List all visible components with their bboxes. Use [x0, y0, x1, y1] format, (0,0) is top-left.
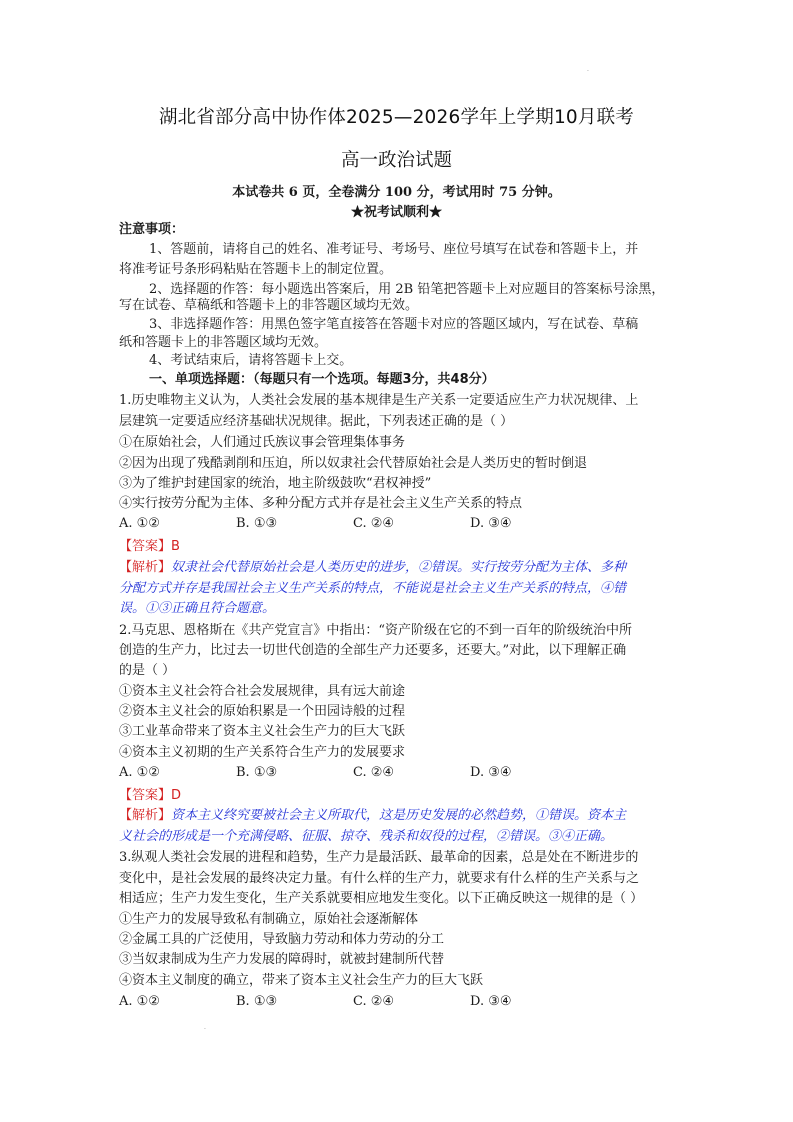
question-stem: 相适应；生产力发生变化，生产关系就要相应地发生变化。以下正确反映这一规律的是（ ） [119, 891, 644, 906]
question-stem: 的是（ ） [119, 663, 176, 678]
analysis-text: 奴隶社会代替原始社会是人类历史的进步，②错误。实行按劳分配为主体、多种 [171, 560, 627, 575]
question-item: ②因为出现了残酷剥削和压迫，所以奴隶社会代替原始社会是人类历史的暂时倒退 [119, 456, 588, 471]
option-c[interactable]: C. ②④ [353, 765, 395, 780]
option-a[interactable]: A. ①② [119, 765, 160, 780]
notice-line: 4、考试结束后，请将答题卡上交。 [149, 353, 353, 368]
analysis-label: 【解析】 [119, 560, 172, 575]
question-stem: 2.马克思、恩格斯在《共产党宣言》中指出：“资产阶级在它的不到一百年的阶级统治中所 [119, 623, 633, 638]
question-item: ②金属工具的广泛使用，导致脑力劳动和体力劳动的分工 [119, 932, 445, 947]
question-item: ①在原始社会，人们通过氏族议事会管理集体事务 [119, 435, 406, 450]
option-d[interactable]: D. ③④ [470, 994, 512, 1009]
notice-line: 2、选择题的作答：每小题选出答案后，用 2B 铅笔把答题卡上对应题目的答案标号涂黑， [149, 282, 665, 297]
answer-value: B [171, 539, 180, 554]
question-item: ②资本主义社会的原始积累是一个田园诗般的过程 [119, 704, 406, 719]
notice-line: 纸和答题卡上的非答题区域均无效。 [119, 335, 328, 350]
question-stem: 变化中，是社会发展的最终决定力量。有什么样的生产力，就要求有什么样的生产关系与之 [119, 871, 640, 886]
notice-heading: 注意事项： [119, 222, 185, 237]
option-a[interactable]: A. ①② [119, 516, 160, 531]
analysis-label: 【解析】 [119, 808, 172, 823]
option-d[interactable]: D. ③④ [470, 765, 512, 780]
answer-line [119, 786, 181, 806]
option-b[interactable]: B. ①③ [236, 994, 278, 1009]
question-item: ③当奴隶制成为生产力发展的障碍时，就被封建制所代替 [119, 952, 445, 967]
exam-info: 本试卷共 6 页，全卷满分 100 分，考试用时 75 分钟。 [232, 185, 561, 200]
option-b[interactable]: B. ①③ [236, 765, 278, 780]
scan-dot: . [587, 66, 589, 73]
question-item: ③工业革命带来了资本主义社会生产力的巨大飞跃 [119, 724, 406, 739]
answer-line [119, 537, 180, 557]
option-c[interactable]: C. ②④ [353, 516, 395, 531]
question-item: ①资本主义社会符合社会发展规律，具有远大前途 [119, 684, 406, 699]
analysis-line: 义社会的形成是一个充满侵略、征服、掠夺、残杀和奴役的过程，②错误。③④正确。 [119, 829, 614, 844]
notice-line: 1、答题前，请将自己的姓名、准考证号、考场号、座位号填写在试卷和答题卡上，并 [149, 242, 639, 257]
option-c[interactable]: C. ②④ [353, 994, 395, 1009]
exam-title: 湖北省部分高中协作体2025—2026学年上学期10月联考 [158, 107, 634, 128]
analysis-line [119, 805, 626, 826]
question-item: ①生产力的发展导致私有制确立，原始社会逐渐解体 [119, 912, 419, 927]
option-a[interactable]: A. ①② [119, 994, 160, 1009]
question-stem: 3.纵观人类社会发展的进程和趋势，生产力是最活跃、最革命的因素，总是处在不断进步的 [119, 850, 639, 865]
question-item: ④资本主义初期的生产关系符合生产力的发展要求 [119, 745, 406, 760]
question-item: ③为了维护封建国家的统治，地主阶级鼓吹“君权神授” [119, 476, 432, 491]
option-d[interactable]: D. ③④ [470, 516, 512, 531]
blessing: ★祝考试顺利★ [350, 205, 442, 220]
notice-line: 将准考证号条形码粘贴在答题卡上的制定位置。 [119, 262, 393, 277]
notice-line: 3、非选择题作答：用黑色签字笔直接答在答题卡对应的答题区域内，写在试卷、草稿 [149, 317, 639, 332]
question-stem: 创造的生产力，比过去一切世代创造的全部生产力还要多，还要大。”对此，以下理解正确 [119, 643, 627, 658]
option-b[interactable]: B. ①③ [236, 516, 278, 531]
section-heading: 一、单项选择题：（每题只有一个选项。每题3分，共48分） [149, 372, 495, 387]
question-stem: 层建筑一定要适应经济基础状况规律。据此，下列表述正确的是（ ） [119, 414, 514, 429]
question-item: ④实行按劳分配为主体、多种分配方式并存是社会主义生产关系的特点 [119, 496, 523, 511]
answer-value: D [171, 788, 182, 803]
analysis-line: 分配方式并存是我国社会主义生产关系的特点，不能说是社会主义生产关系的特点，④错 [119, 581, 627, 596]
scan-dot: . [204, 1024, 206, 1031]
answer-label: 【答案】 [119, 539, 172, 554]
exam-subtitle: 高一政治试题 [340, 150, 452, 171]
analysis-line: 误。①③正确且符合题意。 [119, 601, 276, 616]
notice-line: 写在试卷、草稿纸和答题卡上的非答题区域均无效。 [119, 298, 419, 313]
analysis-line [119, 557, 626, 578]
question-stem: 1.历史唯物主义认为，人类社会发展的基本规律是生产关系一定要适应生产力状况规律、上 [119, 393, 639, 408]
answer-label: 【答案】 [119, 788, 172, 803]
question-item: ④资本主义制度的确立，带来了资本主义社会生产力的巨大飞跃 [119, 973, 484, 988]
analysis-text: 资本主义终究要被社会主义所取代，这是历史发展的必然趋势，①错误。资本主 [171, 808, 627, 823]
